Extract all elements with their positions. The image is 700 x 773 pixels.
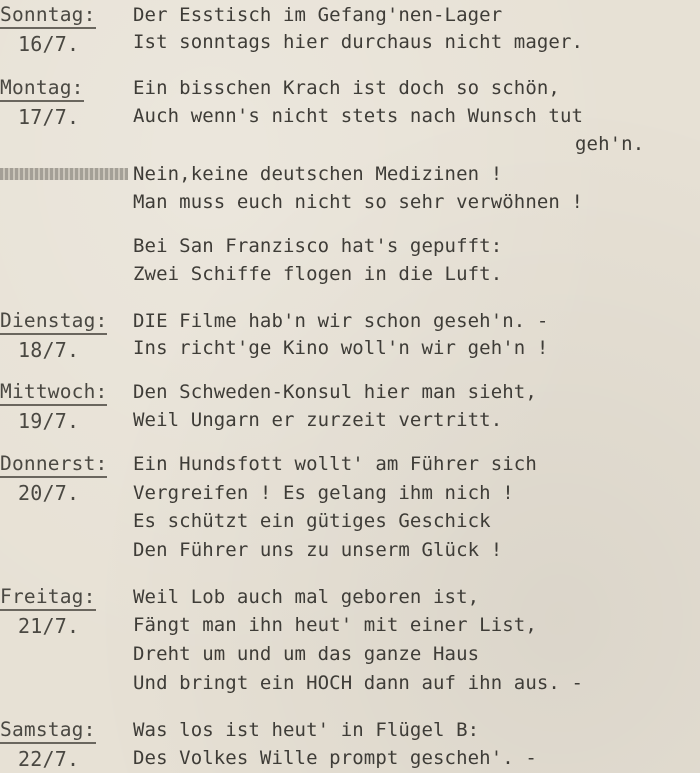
verse-line: DIE Filme hab'n wir schon geseh'n. -	[133, 310, 549, 332]
entry-label-mittwoch	[0, 381, 132, 432]
day-label: Donnerst:	[0, 453, 107, 478]
date-label: 22/7.	[18, 747, 80, 771]
day-label: Samstag:	[0, 719, 96, 744]
verse-line: Fängt man ihn heut' mit einer List,	[133, 614, 537, 636]
day-label: Mittwoch:	[0, 381, 107, 406]
day-label: Dienstag:	[0, 310, 107, 335]
verse-line: Zwei Schiffe flogen in die Luft.	[133, 263, 503, 285]
verse-line: Bei San Franzisco hat's gepufft:	[133, 235, 503, 257]
verse-line: Den Schweden-Konsul hier man sieht,	[133, 381, 537, 403]
verse-line: Weil Lob auch mal geboren ist,	[133, 586, 480, 608]
verse-line: Was los ist heut' in Flügel B:	[133, 719, 480, 741]
verse-line: Ein bisschen Krach ist doch so schön,	[133, 77, 560, 99]
date-label: 18/7.	[18, 338, 80, 362]
date-label: 17/7.	[18, 105, 80, 129]
verse-line: Auch wenn's nicht stets nach Wunsch tut	[133, 105, 584, 127]
verse-line: Nein,keine deutschen Medizinen !	[133, 163, 503, 185]
entry-label-donnerstag	[0, 453, 132, 504]
verse-line: Ins richt'ge Kino woll'n wir geh'n !	[133, 337, 549, 359]
entry-label-sonntag	[0, 4, 132, 55]
date-label: 19/7.	[18, 409, 80, 433]
verse-line: Vergreifen ! Es gelang ihm nich !	[133, 482, 514, 504]
day-label: Montag:	[0, 77, 84, 102]
verse-line: Es schützt ein gütiges Geschick	[133, 510, 491, 532]
struck-out-label	[0, 165, 134, 183]
verse-line: Und bringt ein HOCH dann auf ihn aus. -	[133, 672, 584, 694]
verse-line: Man muss euch nicht so sehr verwöhnen !	[133, 191, 584, 213]
verse-line: Dreht um und um das ganze Haus	[133, 643, 480, 665]
verse-line: Des Volkes Wille prompt gescheh'. -	[133, 747, 537, 769]
verse-line: Ein Hundsfott wollt' am Führer sich	[133, 453, 537, 475]
day-label: Freitag:	[0, 586, 96, 611]
verse-line: Ist sonntags hier durchaus nicht mager.	[133, 31, 584, 53]
date-label: 16/7.	[18, 32, 80, 56]
entry-label-samstag	[0, 719, 132, 770]
verse-line: geh'n.	[575, 133, 645, 155]
verse-line: Weil Ungarn er zurzeit vertritt.	[133, 409, 503, 431]
entry-label-freitag	[0, 586, 132, 637]
entry-label-montag	[0, 77, 132, 128]
entry-label-dienstag	[0, 310, 132, 361]
verse-line: Den Führer uns zu unserm Glück !	[133, 539, 503, 561]
date-label: 20/7.	[18, 481, 80, 505]
day-label: Sonntag:	[0, 4, 96, 29]
verse-line: Der Esstisch im Gefang'nen-Lager	[133, 4, 503, 26]
date-label: 21/7.	[18, 614, 80, 638]
